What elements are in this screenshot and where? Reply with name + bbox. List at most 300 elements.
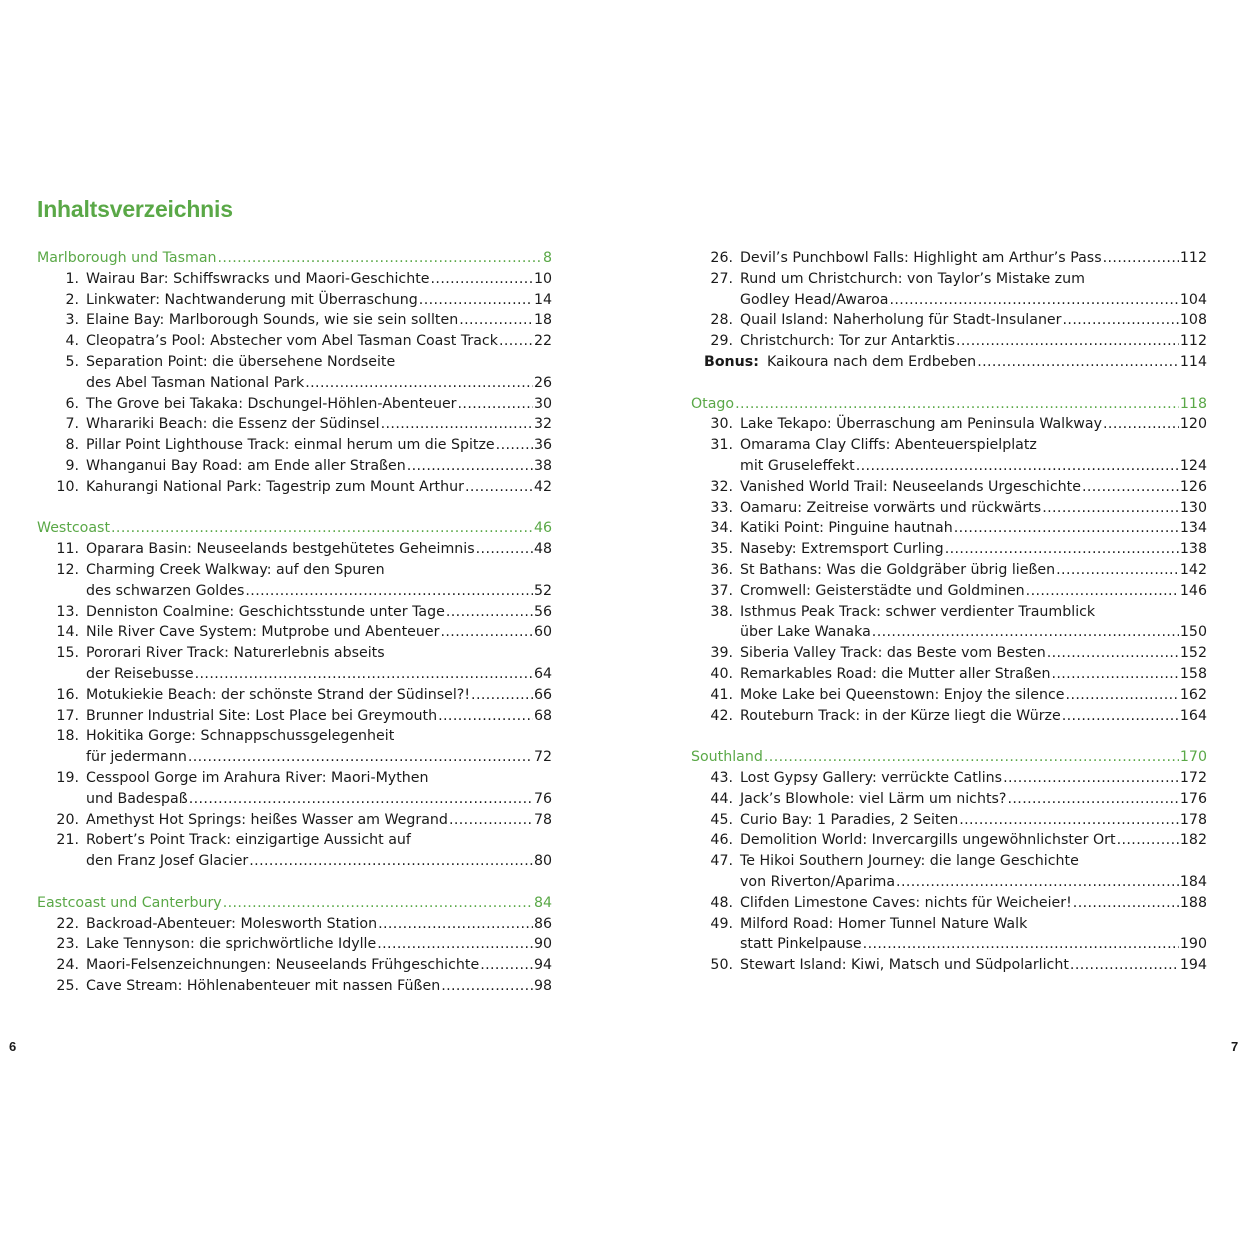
toc-entry[interactable]: [37, 352, 552, 373]
entry-title: Nile River Cave System: Mutprobe und Abenteuer: [86, 624, 440, 641]
entry-number: 7.: [65, 416, 79, 433]
entry-number: 43.: [710, 769, 733, 786]
entry-title: Wairau Bar: Schiffswracks und Maori-Geschichte: [86, 270, 430, 287]
toc-entry[interactable]: [37, 955, 552, 976]
section-heading[interactable]: [691, 394, 1207, 415]
entry-title: Kahurangi National Park: Tagestrip zum Mount Arthur: [86, 478, 464, 495]
entry-title: Cromwell: Geisterstädte und Goldminen: [740, 582, 1025, 599]
dot-leader: [223, 893, 533, 914]
dot-leader: [449, 810, 533, 831]
toc-entry-continuation[interactable]: [37, 581, 552, 602]
dot-leader: [446, 602, 533, 623]
entry-title: den Franz Josef Glacier: [86, 853, 249, 870]
page-reference: 142: [1179, 561, 1207, 578]
page-reference: 184: [1179, 873, 1207, 890]
dot-leader: [735, 394, 1179, 415]
dot-leader: [896, 872, 1179, 893]
entry-title: Vanished World Trail: Neuseelands Urgeschichte: [740, 478, 1081, 495]
entry-number: 1.: [65, 270, 79, 287]
toc-entry[interactable]: [37, 269, 552, 290]
entry-number: 25.: [56, 977, 79, 994]
page-reference: 152: [1179, 645, 1207, 662]
entry-title: Christchurch: Tor zur Antarktis: [740, 333, 955, 350]
entry-title: Lake Tekapo: Überraschung am Peninsula Walkway: [740, 416, 1102, 433]
page-reference: 76: [533, 790, 552, 807]
toc-entry[interactable]: [37, 560, 552, 581]
page-reference: 150: [1179, 624, 1207, 641]
entry-title: Kaikoura nach dem Erdbeben: [767, 353, 977, 370]
entry-title: Motukiekie Beach: der schönste Strand der Südinsel?!: [86, 686, 471, 703]
toc-entry-continuation[interactable]: [691, 934, 1207, 955]
toc-entry[interactable]: [37, 830, 552, 851]
toc-entry[interactable]: [691, 768, 1207, 789]
entry-title: Brunner Industrial Site: Lost Place bei Greymouth: [86, 707, 438, 724]
entry-number: 30.: [710, 416, 733, 433]
toc-entry[interactable]: [37, 726, 552, 747]
entry-number: 50.: [710, 957, 733, 974]
section-title: Otago: [691, 395, 735, 412]
entry-title: Devil’s Punchbowl Falls: Highlight am Arthur’s Pass: [740, 250, 1102, 266]
toc-entry-continuation[interactable]: [37, 851, 552, 872]
page-reference: 90: [533, 936, 552, 953]
dot-leader: [378, 914, 533, 935]
toc-entry[interactable]: [691, 810, 1207, 831]
entry-number: 44.: [710, 790, 733, 807]
dot-leader: [458, 394, 533, 415]
page-reference: 48: [533, 541, 552, 558]
entry-title: und Badespaß: [86, 790, 188, 807]
entry-number: 10.: [56, 478, 79, 495]
section-title: Marlborough und Tasman: [37, 250, 217, 266]
entry-number: 20.: [56, 811, 79, 828]
entry-number: 5.: [65, 353, 79, 370]
entry-number: 39.: [710, 645, 733, 662]
page-reference: 10: [533, 270, 552, 287]
toc-entry[interactable]: [691, 539, 1207, 560]
entry-title: Elaine Bay: Marlborough Sounds, wie sie sein sollten: [86, 312, 459, 329]
toc-entry[interactable]: [691, 435, 1207, 456]
dot-leader: [1047, 643, 1179, 664]
toc-entry-continuation[interactable]: [691, 456, 1207, 477]
dot-leader: [305, 373, 533, 394]
section-spacer: [37, 498, 552, 519]
entry-number: 3.: [65, 312, 79, 329]
toc-entry[interactable]: [37, 290, 552, 311]
dot-leader: [195, 664, 533, 685]
entry-title: von Riverton/Aparima: [740, 873, 896, 890]
page-reference: 64: [533, 665, 552, 682]
entry-number: 38.: [710, 603, 733, 620]
dot-leader: [440, 622, 532, 643]
dot-leader: [1026, 581, 1179, 602]
entry-title: mit Gruseleffekt: [740, 457, 855, 474]
entry-title: Amethyst Hot Springs: heißes Wasser am Wegrand: [86, 811, 448, 828]
toc-entry[interactable]: [37, 539, 552, 560]
toc-entry-continuation[interactable]: [37, 664, 552, 685]
toc-entry[interactable]: [691, 269, 1207, 290]
dot-leader: [954, 518, 1179, 539]
dot-leader: [218, 248, 542, 269]
entry-number: 16.: [56, 686, 79, 703]
toc-entry[interactable]: [37, 685, 552, 706]
toc-entry-continuation[interactable]: [691, 290, 1207, 311]
toc-entry-continuation[interactable]: [691, 622, 1207, 643]
toc-entry[interactable]: [691, 955, 1207, 976]
page-reference: 38: [533, 457, 552, 474]
dot-leader: [459, 310, 533, 331]
page-reference: 66: [533, 686, 552, 703]
dot-leader: [889, 290, 1178, 311]
dot-leader: [480, 955, 533, 976]
page-reference: 170: [1179, 749, 1207, 766]
entry-title: Pillar Point Lighthouse Track: einmal herum um die Spitze: [86, 437, 495, 454]
entry-title: Jack’s Blowhole: viel Lärm um nichts?: [740, 790, 1007, 807]
page-reference: 146: [1179, 582, 1207, 599]
dot-leader: [381, 414, 533, 435]
entry-title: Curio Bay: 1 Paradies, 2 Seiten: [740, 811, 959, 828]
toc-entry[interactable]: [37, 976, 552, 997]
dot-leader: [431, 269, 533, 290]
toc-entry[interactable]: [37, 622, 552, 643]
entry-number: 14.: [56, 624, 79, 641]
dot-leader: [1042, 498, 1179, 519]
entry-title: St Bathans: Was die Goldgräber übrig ließen: [740, 561, 1056, 578]
page-reference: 22: [533, 333, 552, 350]
page-reference: 190: [1179, 936, 1207, 953]
entry-number: 13.: [56, 603, 79, 620]
dot-leader: [956, 331, 1179, 352]
dot-leader: [419, 290, 533, 311]
toc-right-column: [691, 248, 1207, 976]
page-reference: 176: [1179, 790, 1207, 807]
dot-leader: [189, 789, 533, 810]
dot-leader: [441, 976, 533, 997]
page-reference: 14: [533, 291, 552, 308]
dot-leader: [188, 747, 533, 768]
page-reference: 126: [1179, 478, 1207, 495]
section-title: Westcoast: [37, 520, 111, 537]
entry-title: Katiki Point: Pinguine hautnah: [740, 520, 953, 537]
entry-number: 28.: [710, 312, 733, 329]
entry-number: 9.: [65, 457, 79, 474]
page-reference: 162: [1179, 686, 1207, 703]
page-reference: 194: [1179, 957, 1207, 974]
dot-leader: [959, 810, 1179, 831]
entry-title: Maori-Felsenzeichnungen: Neuseelands Frühgeschichte: [86, 957, 480, 974]
page-reference: 188: [1179, 894, 1207, 911]
dot-leader: [1117, 830, 1179, 851]
page-reference: 158: [1179, 665, 1207, 682]
toc-entry[interactable]: [691, 310, 1207, 331]
dot-leader: [1082, 477, 1179, 498]
page-reference: 60: [533, 624, 552, 641]
page-reference: 178: [1179, 811, 1207, 828]
dot-leader: [856, 456, 1179, 477]
toc-entry-continuation[interactable]: [691, 872, 1207, 893]
section-heading[interactable]: [37, 248, 552, 269]
toc-entry[interactable]: [37, 456, 552, 477]
entry-number: 37.: [710, 582, 733, 599]
page-reference: 52: [533, 582, 552, 599]
page-reference: 68: [533, 707, 552, 724]
toc-entry[interactable]: [691, 789, 1207, 810]
toc-entry[interactable]: [691, 893, 1207, 914]
dot-leader: [977, 352, 1179, 373]
toc-entry[interactable]: [691, 477, 1207, 498]
section-heading[interactable]: [37, 518, 552, 539]
section-spacer: [37, 872, 552, 893]
page-reference: 118: [1179, 395, 1207, 412]
dot-leader: [1051, 664, 1178, 685]
entry-number: 47.: [710, 853, 733, 870]
toc-entry[interactable]: [37, 914, 552, 935]
page-reference: 112: [1179, 250, 1207, 266]
page-reference: 36: [533, 437, 552, 454]
toc-entry[interactable]: [37, 394, 552, 415]
entry-title: Cave Stream: Höhlenabenteuer mit nassen Füßen: [86, 977, 441, 994]
entry-title: Rund um Christchurch: von Taylor’s Mistake zum: [740, 270, 1085, 287]
toc-entry[interactable]: [691, 331, 1207, 352]
entry-title: statt Pinkelpause: [740, 936, 862, 953]
page-number-left: 6: [9, 1039, 17, 1054]
page-reference: 56: [533, 603, 552, 620]
entry-number: 18.: [56, 728, 79, 745]
dot-leader: [1103, 248, 1179, 269]
page-reference: 138: [1179, 541, 1207, 558]
toc-entry[interactable]: [691, 581, 1207, 602]
toc-entry[interactable]: [37, 435, 552, 456]
dot-leader: [1056, 560, 1179, 581]
section-heading[interactable]: [37, 893, 552, 914]
entry-title: Separation Point: die übersehene Nordseite: [86, 353, 396, 370]
entry-title: Wharariki Beach: die Essenz der Südinsel: [86, 416, 380, 433]
page-reference: 84: [533, 894, 552, 911]
entry-number: 4.: [65, 333, 79, 350]
entry-number: 29.: [710, 333, 733, 350]
entry-number: 22.: [56, 915, 79, 932]
entry-title: The Grove bei Takaka: Dschungel-Höhlen-Abenteuer: [86, 395, 457, 412]
entry-title: Linkwater: Nachtwanderung mit Überraschung: [86, 291, 418, 308]
entry-number: 48.: [710, 894, 733, 911]
page-reference: 114: [1179, 353, 1207, 370]
entry-number: 19.: [56, 769, 79, 786]
entry-title: Backroad-Abenteuer: Molesworth Station: [86, 915, 378, 932]
toc-entry[interactable]: [691, 706, 1207, 727]
entry-title: Clifden Limestone Caves: nichts für Weicheier!: [740, 894, 1072, 911]
entry-title: Robert’s Point Track: einzigartige Aussicht auf: [86, 832, 411, 849]
dot-leader: [1103, 414, 1179, 435]
entry-title: Godley Head/Awaroa: [740, 291, 889, 308]
entry-title: Naseby: Extremsport Curling: [740, 541, 944, 558]
entry-number: 40.: [710, 665, 733, 682]
entry-number: 24.: [56, 957, 79, 974]
entry-title: Charming Creek Walkway: auf den Spuren: [86, 561, 385, 578]
toc-entry[interactable]: [691, 560, 1207, 581]
dot-leader: [249, 851, 533, 872]
page-reference: 164: [1179, 707, 1207, 724]
dot-leader: [945, 539, 1179, 560]
toc-entry[interactable]: [691, 830, 1207, 851]
entry-number: 27.: [710, 270, 733, 287]
toc-entry[interactable]: [691, 643, 1207, 664]
section-title: Southland: [691, 749, 763, 766]
toc-entry[interactable]: [691, 248, 1207, 269]
entry-title: Milford Road: Homer Tunnel Nature Walk: [740, 915, 1028, 932]
toc-entry[interactable]: [37, 934, 552, 955]
dot-leader: [1066, 685, 1179, 706]
entry-number: 49.: [710, 915, 733, 932]
entry-number: 46.: [710, 832, 733, 849]
dot-leader: [111, 518, 533, 539]
entry-number: 2.: [65, 291, 79, 308]
toc-entry[interactable]: [37, 643, 552, 664]
entry-title: Pororari River Track: Naturerlebnis abseits: [86, 645, 385, 662]
page-reference: 104: [1179, 291, 1207, 308]
entry-number: 36.: [710, 561, 733, 578]
toc-entry[interactable]: [37, 414, 552, 435]
page-reference: 134: [1179, 520, 1207, 537]
entry-number: 26.: [710, 250, 733, 266]
entry-number: 6.: [65, 395, 79, 412]
entry-number: 21.: [56, 832, 79, 849]
dot-leader: [465, 477, 533, 498]
page-reference: 30: [533, 395, 552, 412]
entry-title: Oamaru: Zeitreise vorwärts und rückwärts: [740, 499, 1042, 516]
toc-entry[interactable]: [691, 498, 1207, 519]
dot-leader: [1003, 768, 1179, 789]
entry-title: Demolition World: Invercargills ungewöhnlichster Ort: [740, 832, 1116, 849]
entry-title: Remarkables Road: die Mutter aller Straßen: [740, 665, 1051, 682]
toc-entry[interactable]: [691, 685, 1207, 706]
page-reference: 32: [533, 416, 552, 433]
entry-title: Moke Lake bei Queenstown: Enjoy the silence: [740, 686, 1065, 703]
toc-entry-continuation[interactable]: [37, 747, 552, 768]
toc-entry[interactable]: [37, 331, 552, 352]
page-reference: 94: [533, 957, 552, 974]
toc-entry[interactable]: [37, 810, 552, 831]
dot-leader: [1007, 789, 1178, 810]
entry-title: Quail Island: Naherholung für Stadt-Insulaner: [740, 312, 1062, 329]
dot-leader: [496, 435, 533, 456]
entry-number: 45.: [710, 811, 733, 828]
entry-number: 32.: [710, 478, 733, 495]
page-reference: 112: [1179, 333, 1207, 350]
toc-entry[interactable]: [691, 414, 1207, 435]
dot-leader: [764, 747, 1179, 768]
toc-entry-continuation[interactable]: [37, 789, 552, 810]
entry-title: des schwarzen Goldes: [86, 582, 245, 599]
toc-entry[interactable]: [37, 477, 552, 498]
page-reference: 130: [1179, 499, 1207, 516]
entry-number: 11.: [56, 541, 79, 558]
entry-title: des Abel Tasman National Park: [86, 374, 305, 391]
toc-bonus-entry[interactable]: [691, 352, 1207, 373]
page-reference: 124: [1179, 457, 1207, 474]
entry-title: Stewart Island: Kiwi, Matsch und Südpolarlicht: [740, 957, 1069, 974]
entry-number: 12.: [56, 561, 79, 578]
page-reference: 72: [533, 749, 552, 766]
section-title: Eastcoast und Canterbury: [37, 894, 222, 911]
section-spacer: [691, 373, 1207, 394]
page-reference: 78: [533, 811, 552, 828]
entry-title: Cesspool Gorge im Arahura River: Maori-Mythen: [86, 769, 429, 786]
toc-entry[interactable]: [37, 768, 552, 789]
section-heading[interactable]: [691, 747, 1207, 768]
entry-title: Lake Tennyson: die sprichwörtliche Idylle: [86, 936, 377, 953]
entry-number: 42.: [710, 707, 733, 724]
entry-number: 15.: [56, 645, 79, 662]
entry-title: Siberia Valley Track: das Beste vom Besten: [740, 645, 1046, 662]
entry-title: Whanganui Bay Road: am Ende aller Straßen: [86, 457, 406, 474]
dot-leader: [377, 934, 533, 955]
entry-title: Omarama Clay Cliffs: Abenteuerspielplatz: [740, 437, 1037, 454]
entry-title: Denniston Coalmine: Geschichtsstunde unter Tage: [86, 603, 445, 620]
dot-leader: [1062, 706, 1179, 727]
page-reference: 172: [1179, 769, 1207, 786]
entry-title: Lost Gypsy Gallery: verrückte Catlins: [740, 769, 1003, 786]
page-reference: 26: [533, 374, 552, 391]
page-reference: 182: [1179, 832, 1207, 849]
toc-entry[interactable]: [691, 518, 1207, 539]
page-reference: 46: [533, 520, 552, 537]
entry-number: 35.: [710, 541, 733, 558]
entry-title: Hokitika Gorge: Schnappschussgelegenheit: [86, 728, 395, 745]
dot-leader: [872, 622, 1179, 643]
dot-leader: [438, 706, 533, 727]
entry-title: für jedermann: [86, 749, 187, 766]
toc-entry-continuation[interactable]: [37, 373, 552, 394]
toc-entry[interactable]: [691, 851, 1207, 872]
toc-entry[interactable]: [37, 602, 552, 623]
page-reference: 42: [533, 478, 552, 495]
dot-leader: [245, 581, 533, 602]
entry-number: 33.: [710, 499, 733, 516]
section-spacer: [691, 726, 1207, 747]
toc-entry[interactable]: [691, 664, 1207, 685]
dot-leader: [407, 456, 533, 477]
page-reference: 108: [1179, 312, 1207, 329]
entry-title: Cleopatra’s Pool: Abstecher vom Abel Tasman Coast Track: [86, 333, 498, 350]
page-reference: 98: [533, 977, 552, 994]
entry-title: der Reisebusse: [86, 665, 194, 682]
dot-leader: [1073, 893, 1179, 914]
entry-title: Isthmus Peak Track: schwer verdienter Traumblick: [740, 603, 1096, 620]
dot-leader: [863, 934, 1179, 955]
page-reference: 18: [533, 312, 552, 329]
toc-entry[interactable]: [37, 706, 552, 727]
toc-entry[interactable]: [691, 914, 1207, 935]
entry-title: Te Hikoi Southern Journey: die lange Geschichte: [740, 853, 1079, 870]
entry-number: 17.: [56, 707, 79, 724]
entry-number: 34.: [710, 520, 733, 537]
entry-title: Oparara Basin: Neuseelands bestgehütetes Geheimnis: [86, 541, 475, 558]
dot-leader: [1063, 310, 1179, 331]
page-reference: 80: [533, 853, 552, 870]
toc-entry[interactable]: [691, 602, 1207, 623]
page-reference: 86: [533, 915, 552, 932]
entry-number: 23.: [56, 936, 79, 953]
entry-title: Routeburn Track: in der Kürze liegt die Würze: [740, 707, 1061, 724]
dot-leader: [476, 539, 533, 560]
entry-number: 8.: [65, 437, 79, 454]
page-reference: 120: [1179, 416, 1207, 433]
entry-number: 41.: [710, 686, 733, 703]
page-number-right: 7: [1231, 1039, 1239, 1054]
page-title: Inhaltsverzeichnis: [37, 196, 233, 222]
dot-leader: [471, 685, 533, 706]
toc-entry[interactable]: [37, 310, 552, 331]
toc-left-column: [37, 248, 552, 997]
